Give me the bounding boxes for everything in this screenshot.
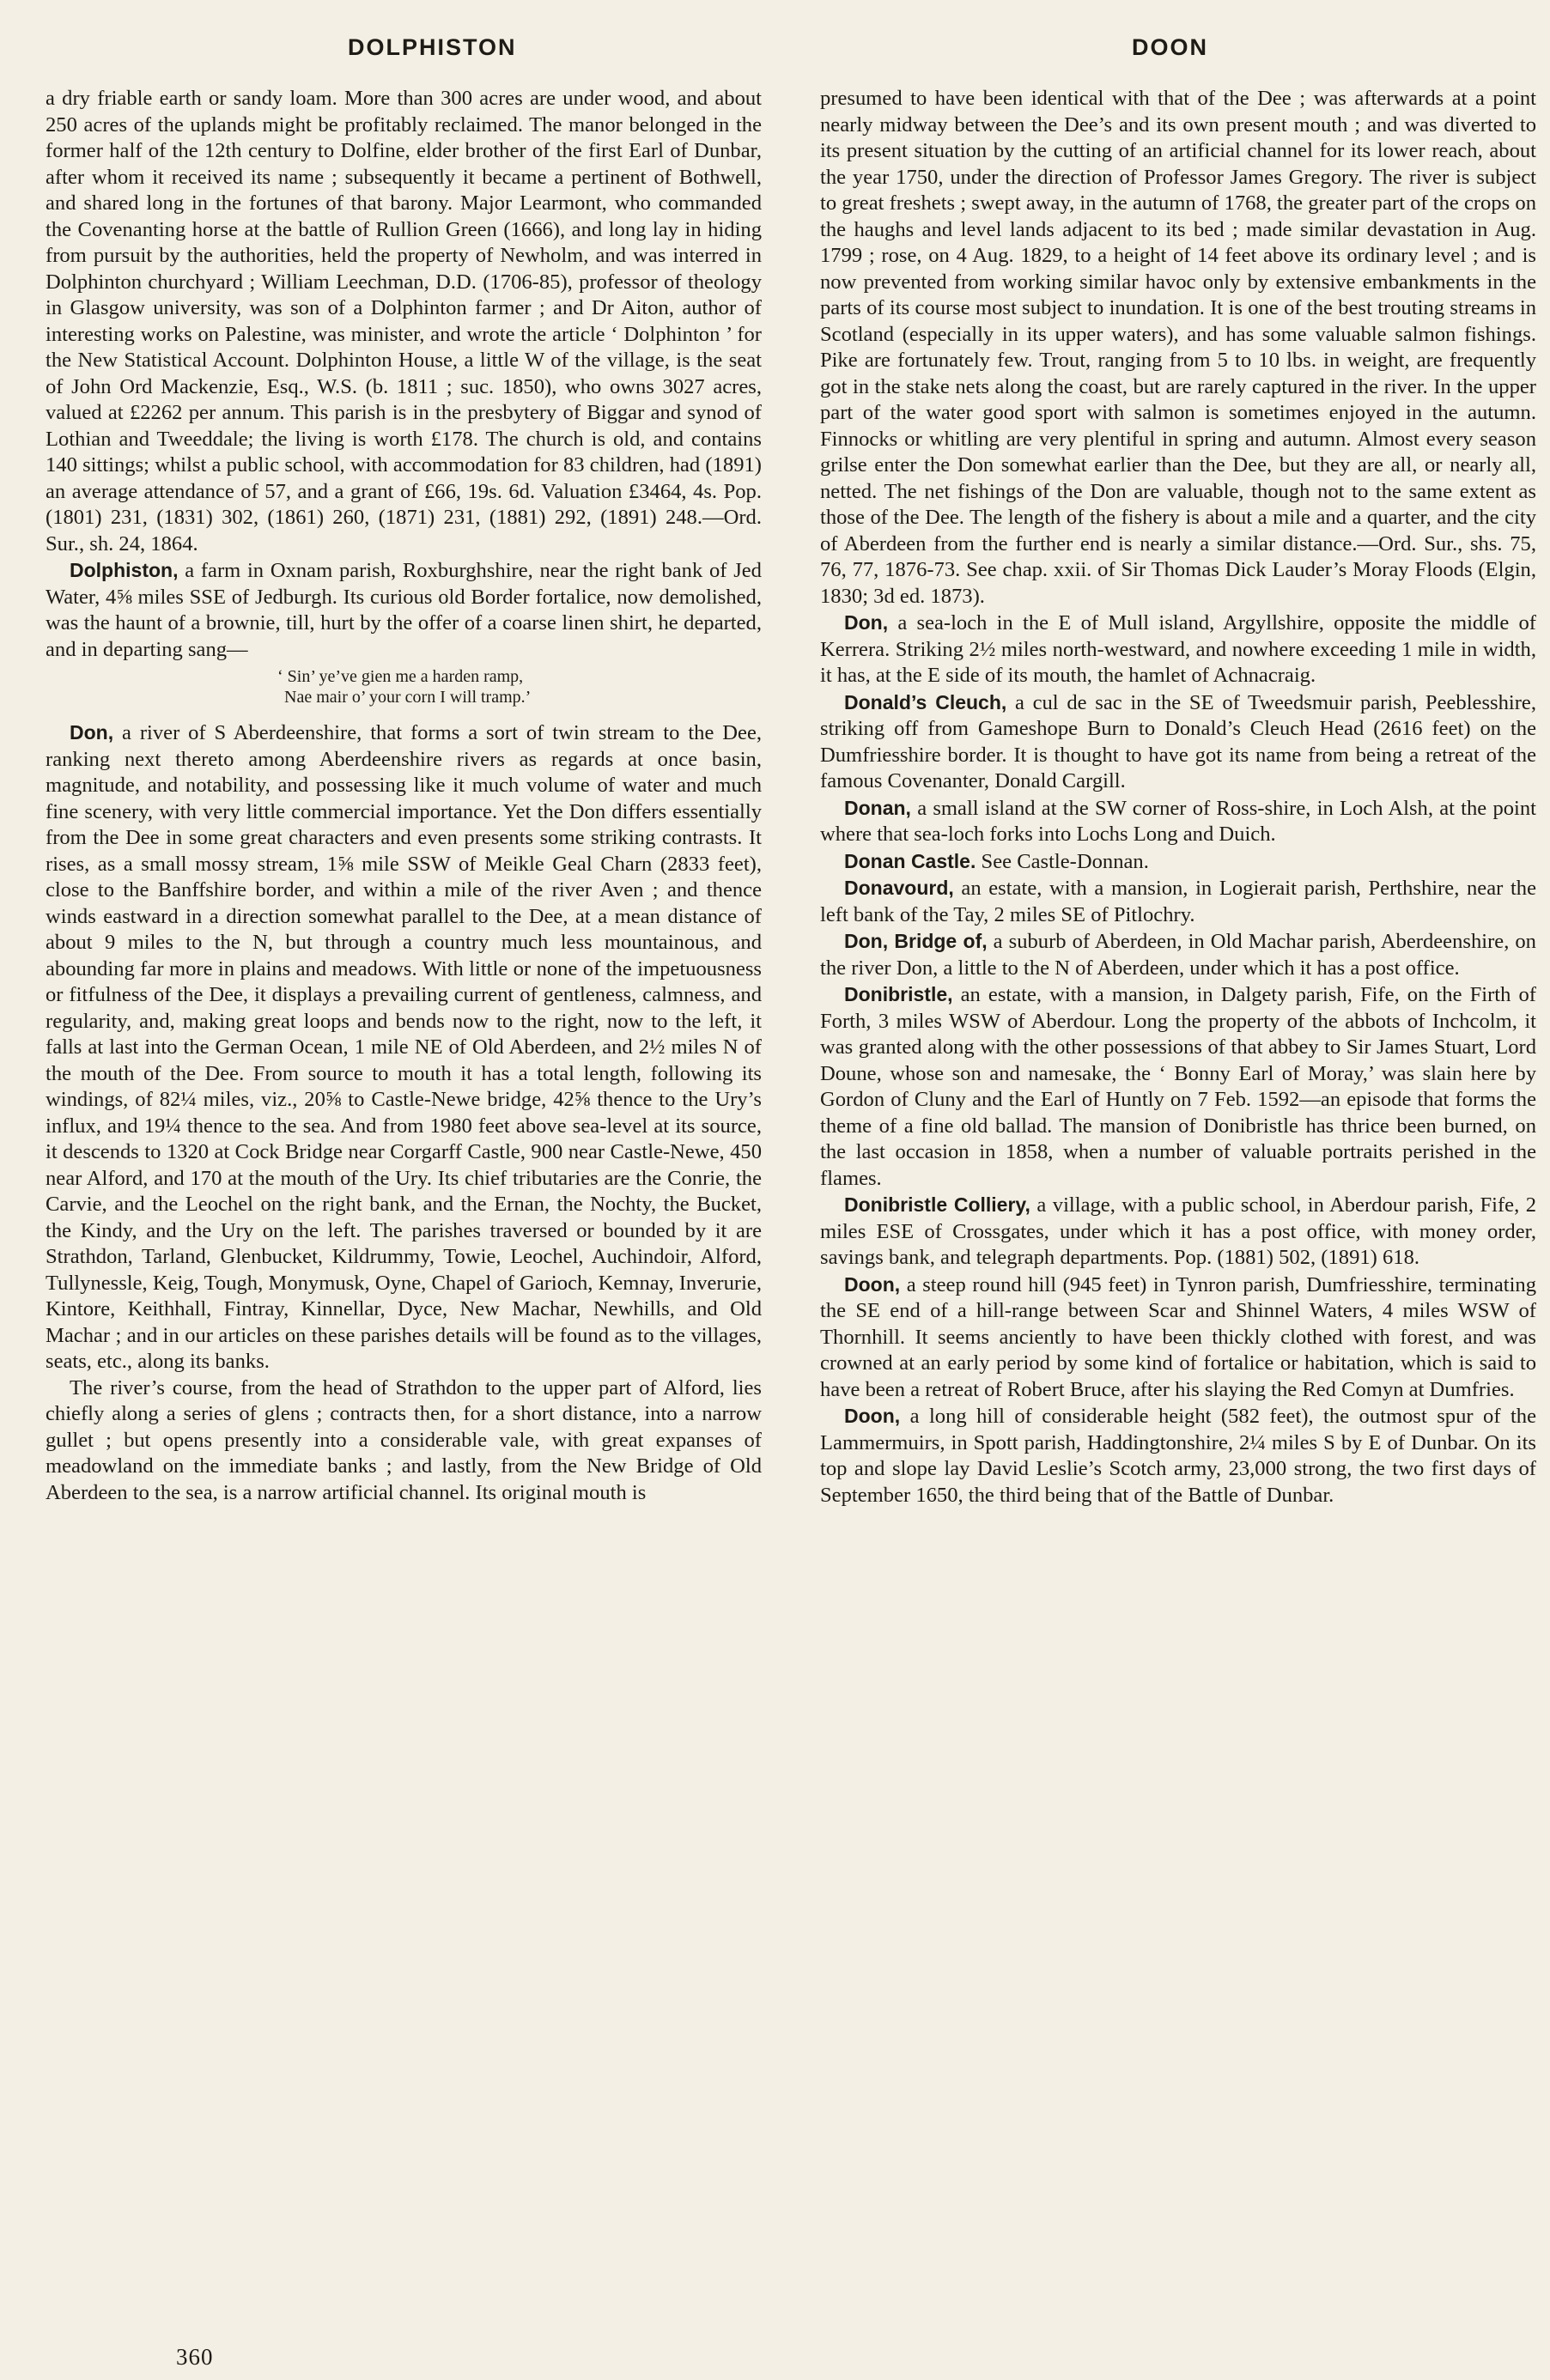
entry-text: a suburb of Aberdeen, in Old Machar parish, Aberdeenshire, on the river Don, a little to the N of Aberdeen, under which it has a post office.	[820, 930, 1536, 980]
headword: Don, Bridge of,	[844, 930, 988, 952]
dictionary-entry	[820, 610, 1536, 689]
entry-dolphiston	[46, 557, 762, 663]
entry-text: a steep round hill (945 feet) in Tynron parish, Dumfriesshire, terminating the SE end of a hill-range between Scar and Shinnel Waters, 4 miles WSW of Thornhill. It seems anciently to have been thickly clothed with forest, and was crowned at an early period by some kind of fortalice or habitation, which is said to have been a retreat of Robert Bruce, after his slaying the Red Comyn at Dumfries.	[820, 1272, 1536, 1401]
don-continuation: presumed to have been identical with that of the Dee ; was afterwards at a point nearly midway between the Dee’s and its own present mouth ; and was diverted to its present situation by the cutting of an artificial channel for its lower reach, about the year 1750, under the direction of Professor James Gregory. The river is subject to great freshets ; swept away, in the autumn of 1768, the greater part of the crops on the haughs and level lands adjacent to its bed ; made similar devastation in Aug. 1799 ; rose, on 4 Aug. 1829, to a height of 14 feet above its ordinary level ; and is now prevented from working similar havoc only by extensive embankments in the parts of its course most subject to inundation. It is one of the best trouting streams in Scotland (especially in its upper waters), and has some valuable salmon fishings. Pike are fortunately few. Trout, ranging from 5 to 10 lbs. in weight, are frequently got in the stake nets along the coast, but are rarely captured in the river. In the upper part of the water good sport with salmon is sometimes enjoyed in the autumn. Finnocks or whitling are very plentiful in spring and autumn. Almost every season grilse enter the Don somewhat earlier than the Dee, but they are all, or nearly all, netted. The net fishings of the Don are valuable, though not to the same extent as those of the Dee. The length of the fishery is about a mile and a quarter, and the city of Aberdeen from the further end is nearly a similar distance.—Ord. Sur., shs. 75, 76, 77, 1876-73. See chap. xxii. of Sir Thomas Dick Lauder’s Moray Floods (Elgin, 1830; 3d ed. 1873).	[820, 87, 1536, 608]
running-head-left: DOLPHISTON	[348, 34, 517, 60]
entry-don-river	[46, 719, 762, 1375]
folio: 360	[176, 2344, 214, 2370]
headword: Don,	[844, 611, 889, 634]
dictionary-entry	[820, 689, 1536, 795]
dictionary-entry	[820, 1403, 1536, 1509]
running-head-right: DOON	[1132, 34, 1208, 60]
headword: Donibristle Colliery,	[844, 1193, 1030, 1216]
left-column	[46, 86, 762, 1506]
verse	[46, 666, 762, 707]
entry-text: a cul de sac in the SE of Tweedsmuir parish, Peeblesshire, striking off from Gameshope Burn to Donald’s Cleuch Head (2616 feet) on the Dumfriesshire border. It is thought to have got its name from being a retreat of the famous Covenanter, Donald Cargill.	[820, 690, 1536, 792]
headword: Donan Castle.	[844, 849, 976, 872]
dictionary-entry	[820, 928, 1536, 981]
verse-line-1: ‘ Sin’ ye’ve gien me a harden ramp,	[277, 667, 524, 686]
headword: Donavourd,	[844, 877, 954, 899]
entry-text: a sea-loch in the E of Mull island, Argyllshire, opposite the middle of Kerrera. Striking 2½ miles north-westward, and nowhere exceeding 1 mile in width, it has, at the E side of its mouth, the hamlet of Achnacraig.	[820, 611, 1536, 687]
headword: Donibristle,	[844, 983, 953, 1005]
dictionary-entry	[820, 1272, 1536, 1404]
dolphinton-continuation: a dry friable earth or sandy loam. More than 300 acres are under wood, and about 250 acres of the uplands might be profitably reclaimed. The manor belonged in the former half of the 12th century to Dolfine, elder brother of the first Earl of Dunbar, after whom it received its name ; subsequently it became a pertinent of Bothwell, and shared long in the fortunes of that barony. Major Learmont, who commanded the Covenanting horse at the battle of Rullion Green (1666), and long lay in hiding from pursuit by the authorities, held the property of Newholm, and was interred in Dolphinton churchyard ; William Leechman, D.D. (1706-85), professor of theology in Glasgow university, was son of a Dolphinton farmer ; and Dr Aiton, author of interesting works on Palestine, was minister, and wrote the article ‘ Dolphinton ’ for the New Statistical Account. Dolphinton House, a little W of the village, is the seat of John Ord Mackenzie, Esq., W.S. (b. 1811 ; suc. 1850), who owns 3027 acres, valued at £2262 per annum. This parish is in the presbytery of Biggar and synod of Lothian and Tweeddale; the living is worth £178. The church is old, and contains 140 sittings; whilst a public school, with accommodation for 83 children, had (1891) an average attendance of 57, and a grant of £66, 19s. 6d. Valuation £3464, 4s. Pop. (1801) 231, (1831) 302, (1861) 260, (1871) 231, (1881) 292, (1891) 248.—Ord. Sur., sh. 24, 1864.	[46, 87, 762, 556]
headword: Donald’s Cleuch,	[844, 690, 1007, 713]
right-column	[820, 86, 1536, 1509]
entry-text: an estate, with a mansion, in Logierait parish, Perthshire, near the left bank of the Tay, 2 miles SE of Pitlochry.	[820, 877, 1536, 926]
entry-text: See Castle-Donnan.	[981, 849, 1149, 873]
headword-dolphiston: Dolphiston,	[70, 559, 179, 581]
headword-don: Don,	[70, 721, 114, 744]
entry-don-paragraph-2: The river’s course, from the head of Strathdon to the upper part of Alford, lies chiefly along a series of glens ; contracts then, for a short distance, into a narrow gullet ; but opens presently into a considerable vale, with great expanses of meadowland on the immediate banks ; and lastly, from the New Bridge of Old Aberdeen to the sea, is a narrow artificial channel. Its original mouth is	[46, 1375, 762, 1504]
headword: Doon,	[844, 1405, 901, 1427]
dictionary-entry	[820, 848, 1536, 876]
verse-line-2: Nae mair o’ your corn I will tramp.’	[284, 688, 532, 707]
headword: Doon,	[844, 1272, 901, 1296]
entry-text: a village, with a public school, in Aberdour parish, Fife, 2 miles ESE of Crossgates, under which it has a post office, with money order, savings bank, and telegraph departments. Pop. (1881) 502, (1891) 618.	[820, 1193, 1536, 1269]
entry-don-text: a river of S Aberdeenshire, that forms a sort of twin stream to the Dee, ranking next thereto among Aberdeenshire rivers as regards at once basin, magnitude, and notability, and possessing like it much volume of water and much fine scenery, with very little commercial importance. Yet the Don differs essentially from the Dee in some great characters and even presents some striking contrasts. It rises, as a small mossy stream, 1⅝ mile SSW of Meikle Geal Charn (2833 feet), close to the Banffshire border, and within a mile of the river Aven ; and thence winds eastward in a direction somewhat parallel to the Dee, at a mean distance of about 9 miles to the N, but through a country much less mountainous, and abounding far more in plains and meadows. With little or none of the impetuousness or fitfulness of the Dee, it displays a prevailing current of gentleness, calmness, and regularity, and, making great loops and bends now to the right, now to the left, it falls at last into the German Ocean, 1 mile NE of Old Aberdeen, and 2½ miles N of the mouth of the Dee. From source to mouth it has a total length, following its windings, of 82¼ miles, viz., 20⅝ to Castle-Newe bridge, 42⅝ thence to the Ury’s influx, and 19¼ thence to the sea. And from 1980 feet above sea-level at its source, it descends to 1320 at Cock Bridge near Corgarff Castle, 900 near Castle-Newe, 450 near Alford, and 170 at the mouth of the Ury. Its chief tributaries are the Conrie, the Carvie, and the Leochel on the right bank, and the Ernan, the Nochty, the Bucket, the Kindy, and the Ury on the left. The parishes traversed or bounded by it are Strathdon, Tarland, Glenbucket, Kildrummy, Towie, Leochel, Auchindoir, Alford, Tullynessle, Keig, Tough, Monymusk, Oyne, Chapel of Garioch, Kemnay, Inverurie, Kintore, Keithhall, Fintray, Kinnellar, Dyce, New Machar, Newhills, and Old Machar ; and in our articles on these parishes details will be found as to the villages, seats, etc., along its banks.	[46, 721, 763, 1373]
entry-text: an estate, with a mansion, in Dalgety parish, Fife, on the Firth of Forth, 3 miles WSW of Aberdour. Long the property of the abbots of Inchcolm, it was granted along with the other possessions of that abbey to Sir James Stuart, Lord Doune, whose son and namesake, the ‘ Bonny Earl of Moray,’ was slain here by Gordon of Cluny and the Earl of Huntly on 7 Feb. 1592—an episode that forms the theme of a fine old ballad. The mansion of Donibristle has thrice been burned, on the last occasion in 1858, when a number of valuable portraits perished in the flames.	[820, 983, 1536, 1190]
dictionary-entry	[820, 795, 1536, 848]
dictionary-entry	[820, 981, 1536, 1192]
entry-text: a long hill of considerable height (582 feet), the outmost spur of the Lammermuirs, in Spott parish, Haddingtonshire, 2¼ miles S by E of Dunbar. On its top and slope lay David Leslie’s Scotch army, 23,000 strong, the two first days of September 1650, the third being that of the Battle of Dunbar.	[820, 1405, 1537, 1507]
headword: Donan,	[844, 796, 911, 819]
entry-text: a small island at the SW corner of Ross-shire, in Loch Alsh, at the point where that sea-loch forks into Lochs Long and Duich.	[820, 796, 1537, 846]
entry-dolphiston-text: a farm in Oxnam parish, Roxburghshire, near the right bank of Jed Water, 4⅝ miles SSE of Jedburgh. Its curious old Border fortalice, now demolished, was the haunt of a brownie, till, hurt by the offer of a coarse linen shirt, he departed, and in departing sang—	[46, 559, 762, 661]
dictionary-entry	[820, 875, 1536, 928]
dictionary-entry	[820, 1192, 1536, 1272]
right-entries	[820, 610, 1536, 1509]
